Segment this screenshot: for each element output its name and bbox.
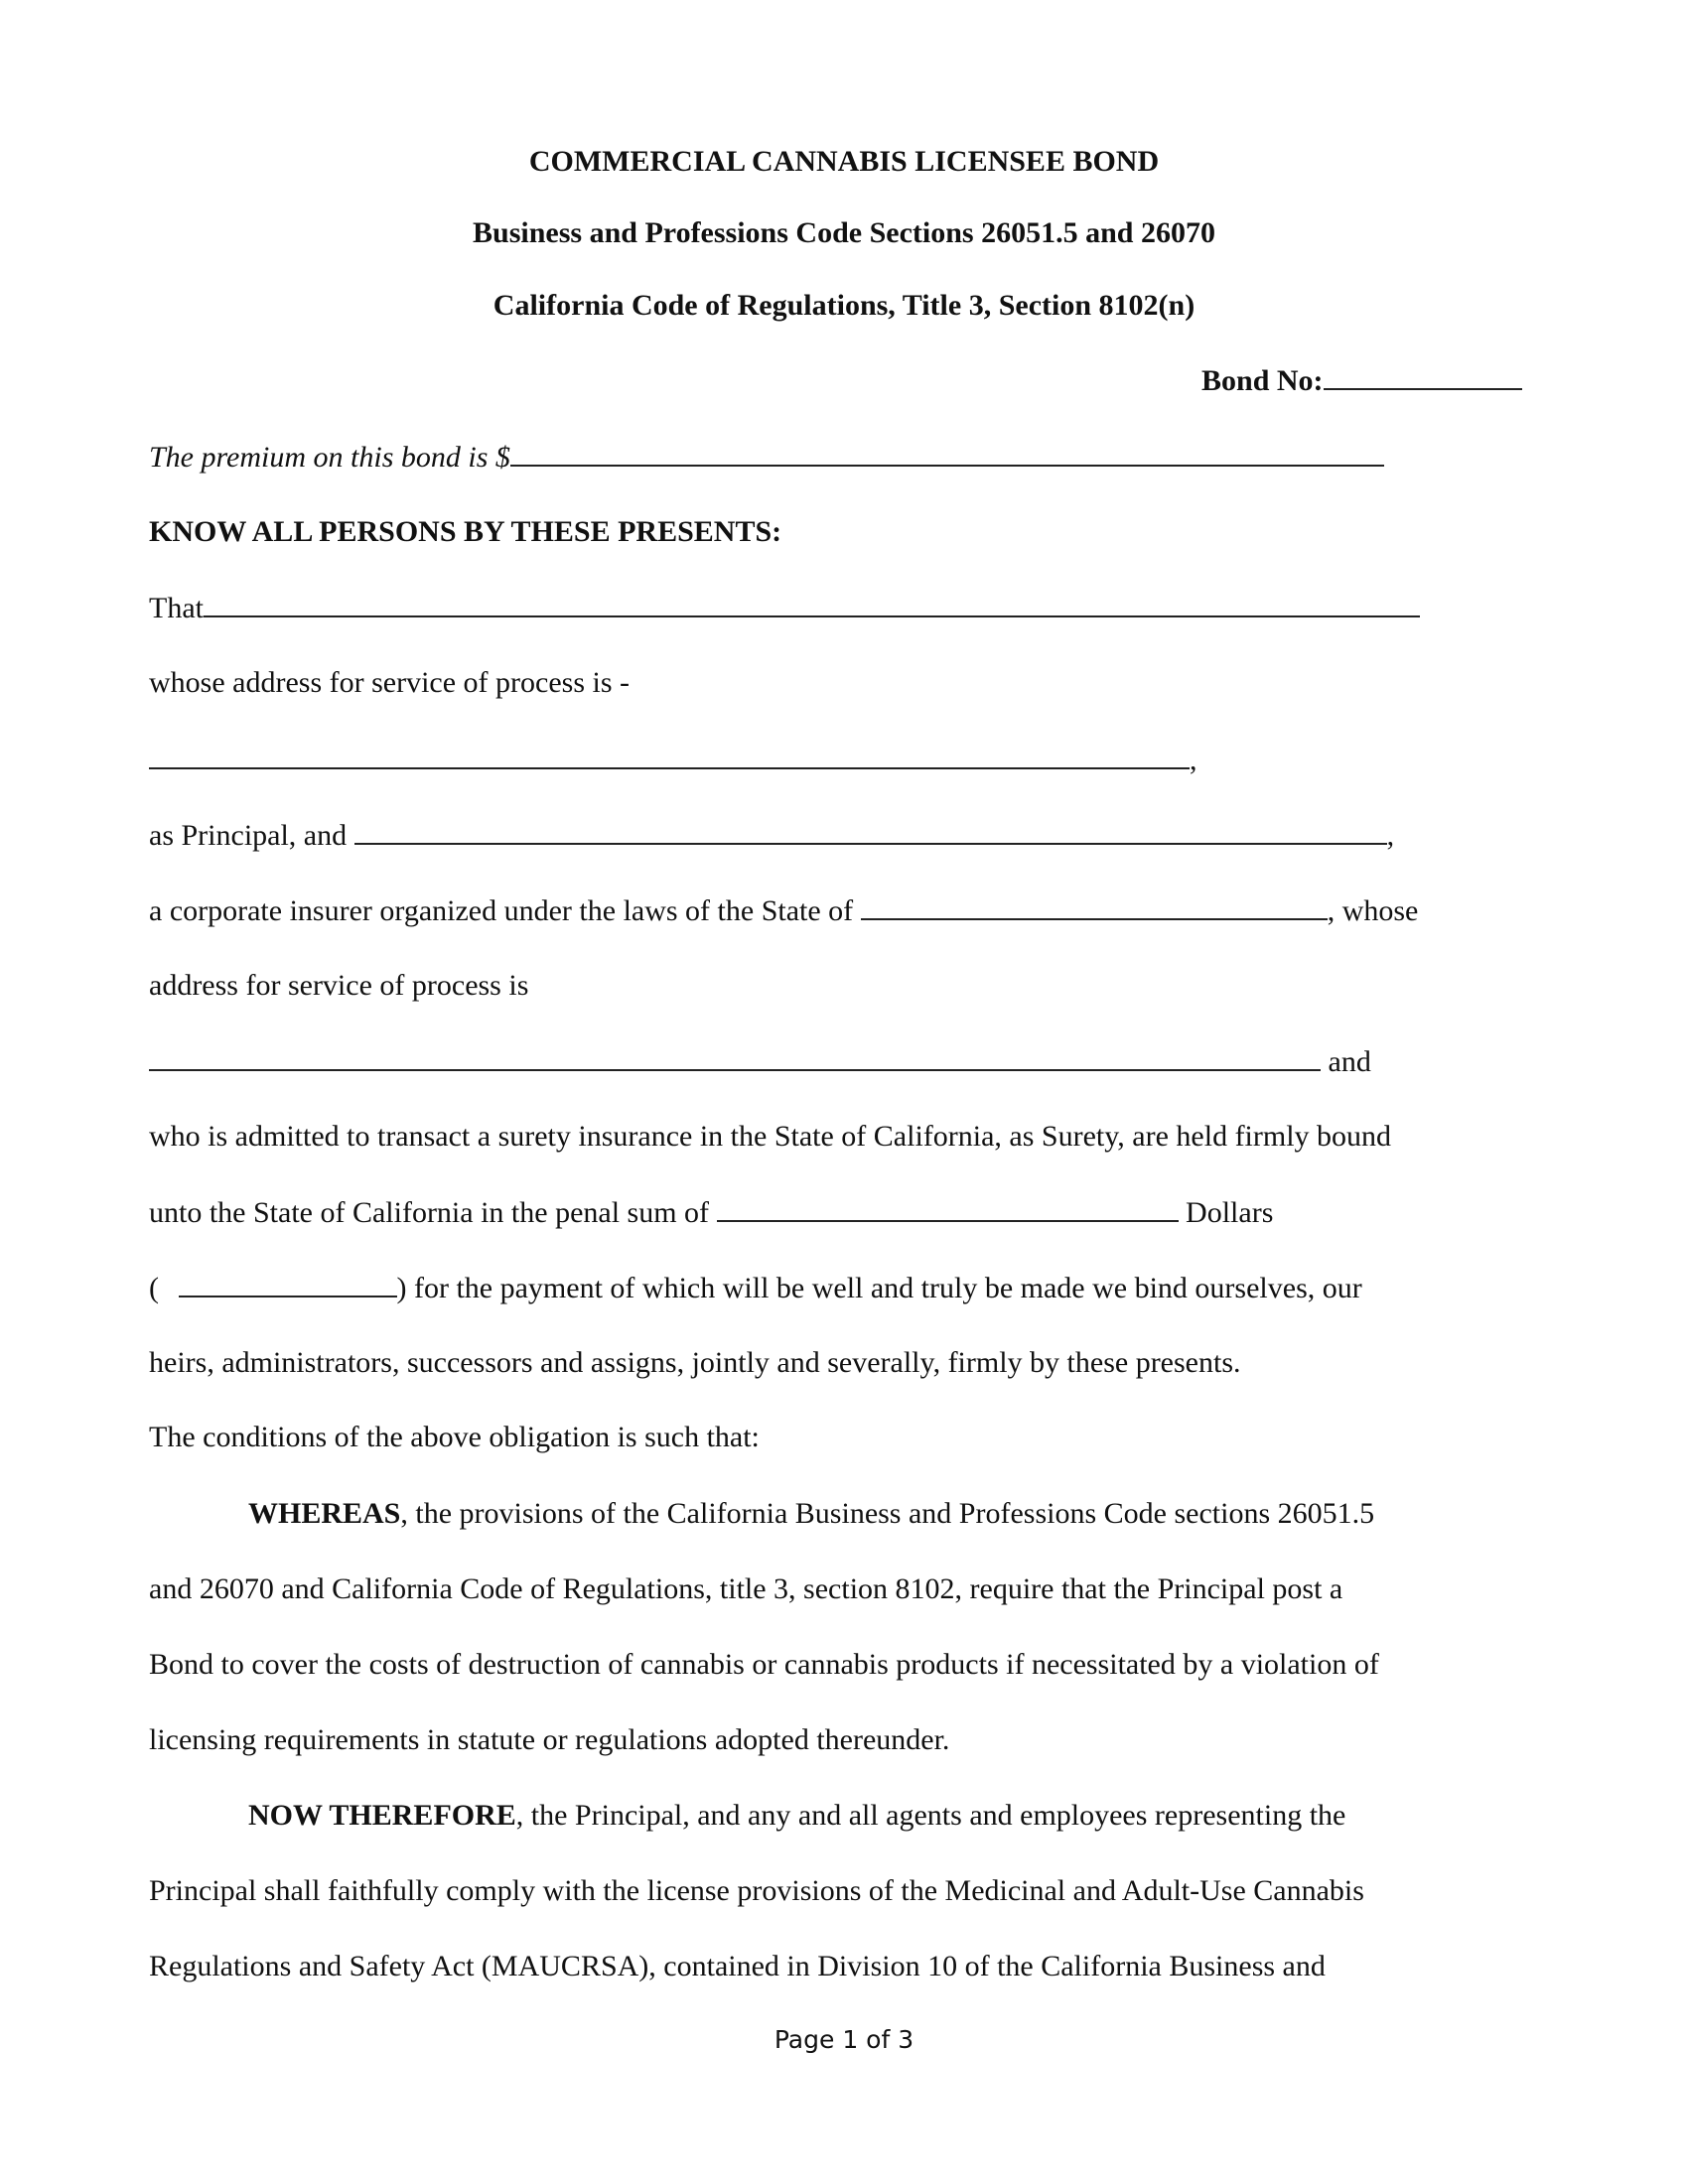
whereas-text: , the provisions of the California Business and Professions Code sections 26051.5: [400, 1497, 1375, 1530]
bond-number-label: Bond No:: [1201, 364, 1324, 397]
now-therefore-line-2: Principal shall faithfully comply with the license provisions of the Medicinal and Adult-Use Cannabis: [149, 1874, 1364, 1907]
whereas-line-1: [248, 1496, 1374, 1532]
whereas-line-3: Bond to cover the costs of destruction of cannabis or cannabis products if necessitated by a violation of: [149, 1648, 1379, 1681]
penal-sum-figures-row: [149, 1270, 1362, 1306]
principal-name-row: [149, 590, 1420, 626]
surety-name-blank[interactable]: [354, 817, 1387, 845]
surety-address-row: [149, 1043, 1371, 1080]
whereas-line-2: and 26070 and California Code of Regulations, title 3, section 8102, require that the Principal post a: [149, 1572, 1343, 1605]
know-all-heading: KNOW ALL PERSONS BY THESE PRESENTS:: [149, 515, 782, 548]
now-therefore-keyword: NOW THEREFORE: [248, 1799, 516, 1832]
corporate-insurer-label: a corporate insurer organized under the laws of the State of: [149, 894, 854, 927]
whose-address-label: whose address for service of process is -: [149, 666, 631, 699]
bond-number-blank[interactable]: [1324, 362, 1522, 390]
premium-row: [149, 439, 1384, 476]
that-label: That: [149, 592, 204, 624]
now-therefore-text: , the Principal, and any and all agents and employees representing the: [515, 1799, 1346, 1832]
penal-sum-words-blank[interactable]: [717, 1194, 1179, 1222]
premium-amount-blank[interactable]: [510, 439, 1384, 467]
surety-address-blank[interactable]: [149, 1043, 1321, 1071]
penal-sum-figures-blank[interactable]: [179, 1270, 397, 1297]
heirs-text: heirs, administrators, successors and assigns, jointly and severally, firmly by these presents.: [149, 1346, 1241, 1379]
surety-name-row: [149, 817, 1394, 854]
premium-label: The premium on this bond is $: [149, 441, 510, 474]
surety-state-row: [149, 892, 1418, 929]
dollars-label: Dollars: [1186, 1196, 1274, 1229]
document-subtitle-bpc: Business and Professions Code Sections 26051.5 and 26070: [473, 216, 1215, 249]
whereas-line-4: licensing requirements in statute or regulations adopted thereunder.: [149, 1723, 950, 1756]
open-paren: (: [149, 1272, 159, 1304]
whose-label: , whose: [1327, 894, 1419, 927]
bond-number-row: [1201, 362, 1522, 399]
comma: ,: [1190, 744, 1197, 776]
principal-name-blank[interactable]: [204, 590, 1420, 617]
now-therefore-line-3: Regulations and Safety Act (MAUCRSA), contained in Division 10 of the California Business and: [149, 1950, 1326, 1982]
comma: ,: [1386, 819, 1395, 852]
whereas-keyword: WHEREAS: [248, 1497, 401, 1530]
now-therefore-line-1: [248, 1798, 1345, 1834]
admitted-text: who is admitted to transact a surety insurance in the State of California, as Surety, are held firmly bound: [149, 1120, 1392, 1153]
principal-address-blank[interactable]: [149, 742, 1190, 769]
unto-state-label: unto the State of California in the penal sum of: [149, 1196, 710, 1229]
conditions-text: The conditions of the above obligation is such that:: [149, 1421, 760, 1453]
as-principal-label: as Principal, and: [149, 819, 348, 852]
page-footer: Page 1 of 3: [774, 2025, 914, 2054]
surety-address-label: address for service of process is: [149, 969, 529, 1002]
and-label: and: [1328, 1045, 1371, 1078]
payment-text: ) for the payment of which will be well and truly be made we bind ourselves, our: [396, 1272, 1362, 1304]
surety-state-blank[interactable]: [861, 892, 1328, 920]
penal-sum-row: [149, 1194, 1273, 1231]
principal-address-row: [149, 742, 1197, 778]
document-subtitle-ccr: California Code of Regulations, Title 3, Section 8102(n): [492, 289, 1196, 322]
document-title: COMMERCIAL CANNABIS LICENSEE BOND: [528, 145, 1160, 178]
